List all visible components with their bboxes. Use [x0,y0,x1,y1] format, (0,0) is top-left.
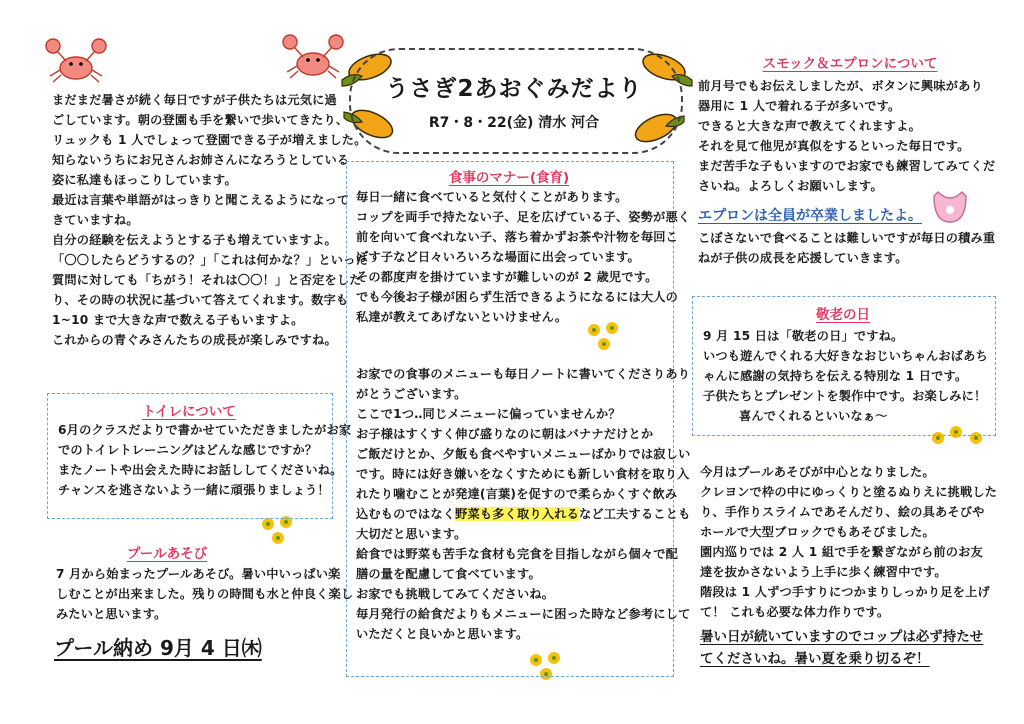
intro-text: まだまだ暑さが続く毎日ですが子供たちは元気に過 ごしています。朝の登園も手を繋いで歩いてきたり、 リュックも 1 人でしょって登園できる子が増えました。 知らないうちにお兄さんお姉さんになろうとしている 姿に私達もほっこりしています。 最近は言葉や単語がはっきりと聞こえるようになって きていますね。 自分の経験を伝えようとする子も増えていますよ。 「〇〇したらどうするの？」「これは何かな？」といった 質問に対しても「ちがう！それは〇〇！」と否定をした り、その時の状況に基づいて答えてくれます。数字も 1~10 まで大きな声で数える子もいますよ。 これからの青ぐみさんたちの成長が楽しみですね。 [52,93,368,347]
manners-heading: 食事のマナー(食育) [448,170,570,186]
respect-text: 9 月 15 日は「敬老の日」ですね。 いつも遊んでくれる大好きなおじいちゃんおばあち ゃんに感謝の気持ちを伝える特別な 1 日です。 子供たちとプレゼントを製作中です。お楽しみに！ 喜んでくれるといいなぁ～ [703,329,988,423]
month-text: 今月はプールあそびが中心となりました。 クレヨンで枠の中にゆっくりと塗るぬりえに挑戦した り、手作りスライムであそんだり、絵の具あそびや ホールで大型ブロックでもあそびました。 園内巡りでは 2 人 1 組で手を繋ぎながら前のお友 達を抜かさないよう上手に歩く練習中です。 階段は 1 人ずつ手すりにつかまりしっかり足を上げ て！ これも必要な体力作りです。 [700,465,998,619]
apron-heading: エプロンは全員が卒業しましたよ。 [698,208,922,224]
page-title: うさぎ2あおぐみだより [385,76,643,102]
respect-heading: 敬老の日 [816,307,870,323]
crab-icon [44,36,108,86]
pool-closing: プール納め 9月 4 日㈭ [54,636,262,660]
toilet-heading: トイレについて [142,404,236,420]
date-line: R7・8・22(金) 清水 河合 [428,115,600,131]
pool-heading: プールあそび [126,546,208,562]
manners-text-2: お家での食事のメニューも毎日ノートに書いてくださりあり がとうございます。 ここで1つ‥同じメニューに偏っていませんか？ お子様はすくすく伸び盛りなのに朝はバナナだけとか ご飯だけとか、夕飯も食べやすいメニューばかりでは寂しい です。時には好き嫌いをなくすためにも新しい食材を取り入 れたり噛むことが発達(言葉)を促すので柔らかくすぐ飲み 込むものではなく野菜も多く取り入れるなど工夫することも 大切だと思います。 給食では野菜も苦手な食材も完食を目指しながら個々で配 膳の量を配慮して食べています。 お家でも挑戦してみてくださいね。 毎月発行の給食だよりもメニューに困った時など参考にして いただくと良いかと思います。 [356,367,691,641]
highlight-vegetables: 野菜も多く取り入れる [455,507,579,521]
manners-text-1: 毎日一緒に食べていると気付くことがあります。 コップを両手で持たない子、足を広げている子、姿勢が悪く 前を向いて食べれない子、落ち着かずお茶や汁物を毎回こ ぼす子など日々いろいろな場面に出会っています。 その都度声を掛けていますが難しいのが 2 歳児です。 でも今後お子様が困らず生活できるようになるには大人の 私達が教えてあげないといけません。 [356,190,691,324]
month-closing: 暑い日が続いていますのでコップは必ず持たせ てくださいね。暑い夏を乗り切るぞ！ [700,629,984,667]
pool-text: 7 月から始まったプールあそび。暑い中いっぱい楽 しむことが出来ました。残りの時間も水と仲良く楽し みたいと思います。 [56,567,354,621]
apron-text: こぼさないで食べることは難しいですが毎日の積み重 ねが子供の成長を応援していきます。 [698,231,996,265]
smock-text: 前月号でもお伝えしましたが、ボタンに興味があり 器用に 1 人で着れる子が多いです。 できると大きな声で教えてくれますよ。 それを見て他児が真似をするといった毎日です。 まだ苦手な子もいますのでお家でも練習してみてくだ さいね。よろしくお願いします。 [698,79,996,193]
toilet-text: 6月のクラスだよりで書かせていただきましたがお家 でのトイレトレーニングはどんな感じですか？ またノートや出会えた時にお話ししてくださいね。 チャンスを逃さないよう一緒に頑張りましょう！ [58,423,352,497]
smock-heading: スモック＆エプロンについて [762,56,938,72]
